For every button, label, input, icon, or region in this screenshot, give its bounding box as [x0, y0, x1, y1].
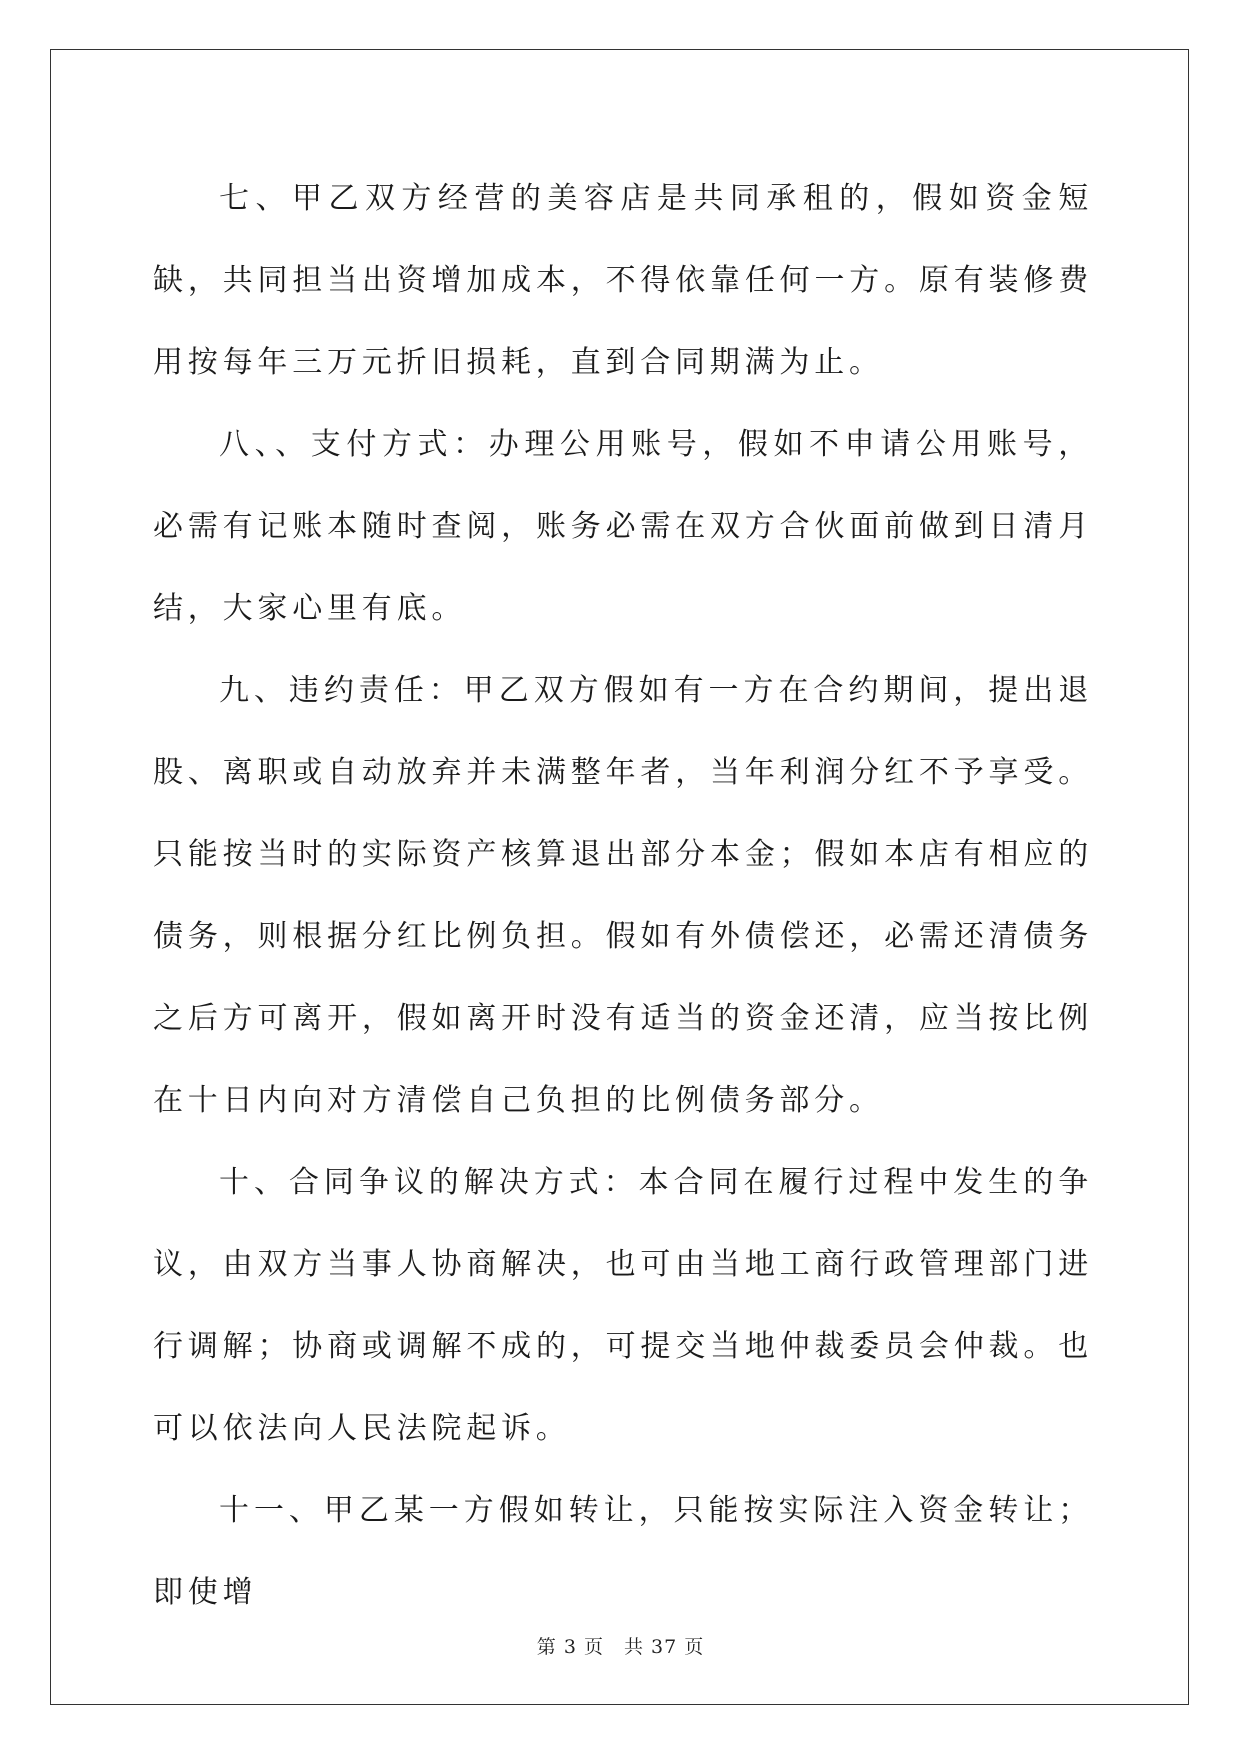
clause-8-paragraph: 八、、支付方式：办理公用账号，假如不申请公用账号，必需有记账本随时查阅，账务必需在双方合伙面前做到日清月结，大家心里有底。 [153, 427, 1093, 626]
clause-9-paragraph: 九、违约责任：甲乙双方假如有一方在合约期间，提出退股、离职或自动放弃并未满整年者，当年利润分红不予享受。只能按当时的实际资产核算退出部分本金；假如本店有相应的债务，则根据分红比例负担。假如有外债偿还，必需还清债务之后方可离开，假如离开时没有适当的资金还清，应当按比例在十日内向对方清偿自己负担的比例债务部分。 [153, 673, 1093, 1118]
clause-10-paragraph: 十、合同争议的解决方式：本合同在履行过程中发生的争议，由双方当事人协商解决，也可由当地工商行政管理部门进行调解；协商或调解不成的，可提交当地仲裁委员会仲裁。也可以依法向人民法院起诉。 [153, 1165, 1093, 1446]
page-number-footer: 第 3 页 共 37 页 [536, 1636, 705, 1658]
clause-7-paragraph: 七、甲乙双方经营的美容店是共同承租的，假如资金短缺，共同担当出资增加成本，不得依靠任何一方。原有装修费用按每年三万元折旧损耗，直到合同期满为止。 [153, 181, 1093, 380]
clause-11-paragraph: 十一、甲乙某一方假如转让，只能按实际注入资金转让；即使增 [153, 1493, 1093, 1610]
document-body [153, 158, 1093, 1634]
